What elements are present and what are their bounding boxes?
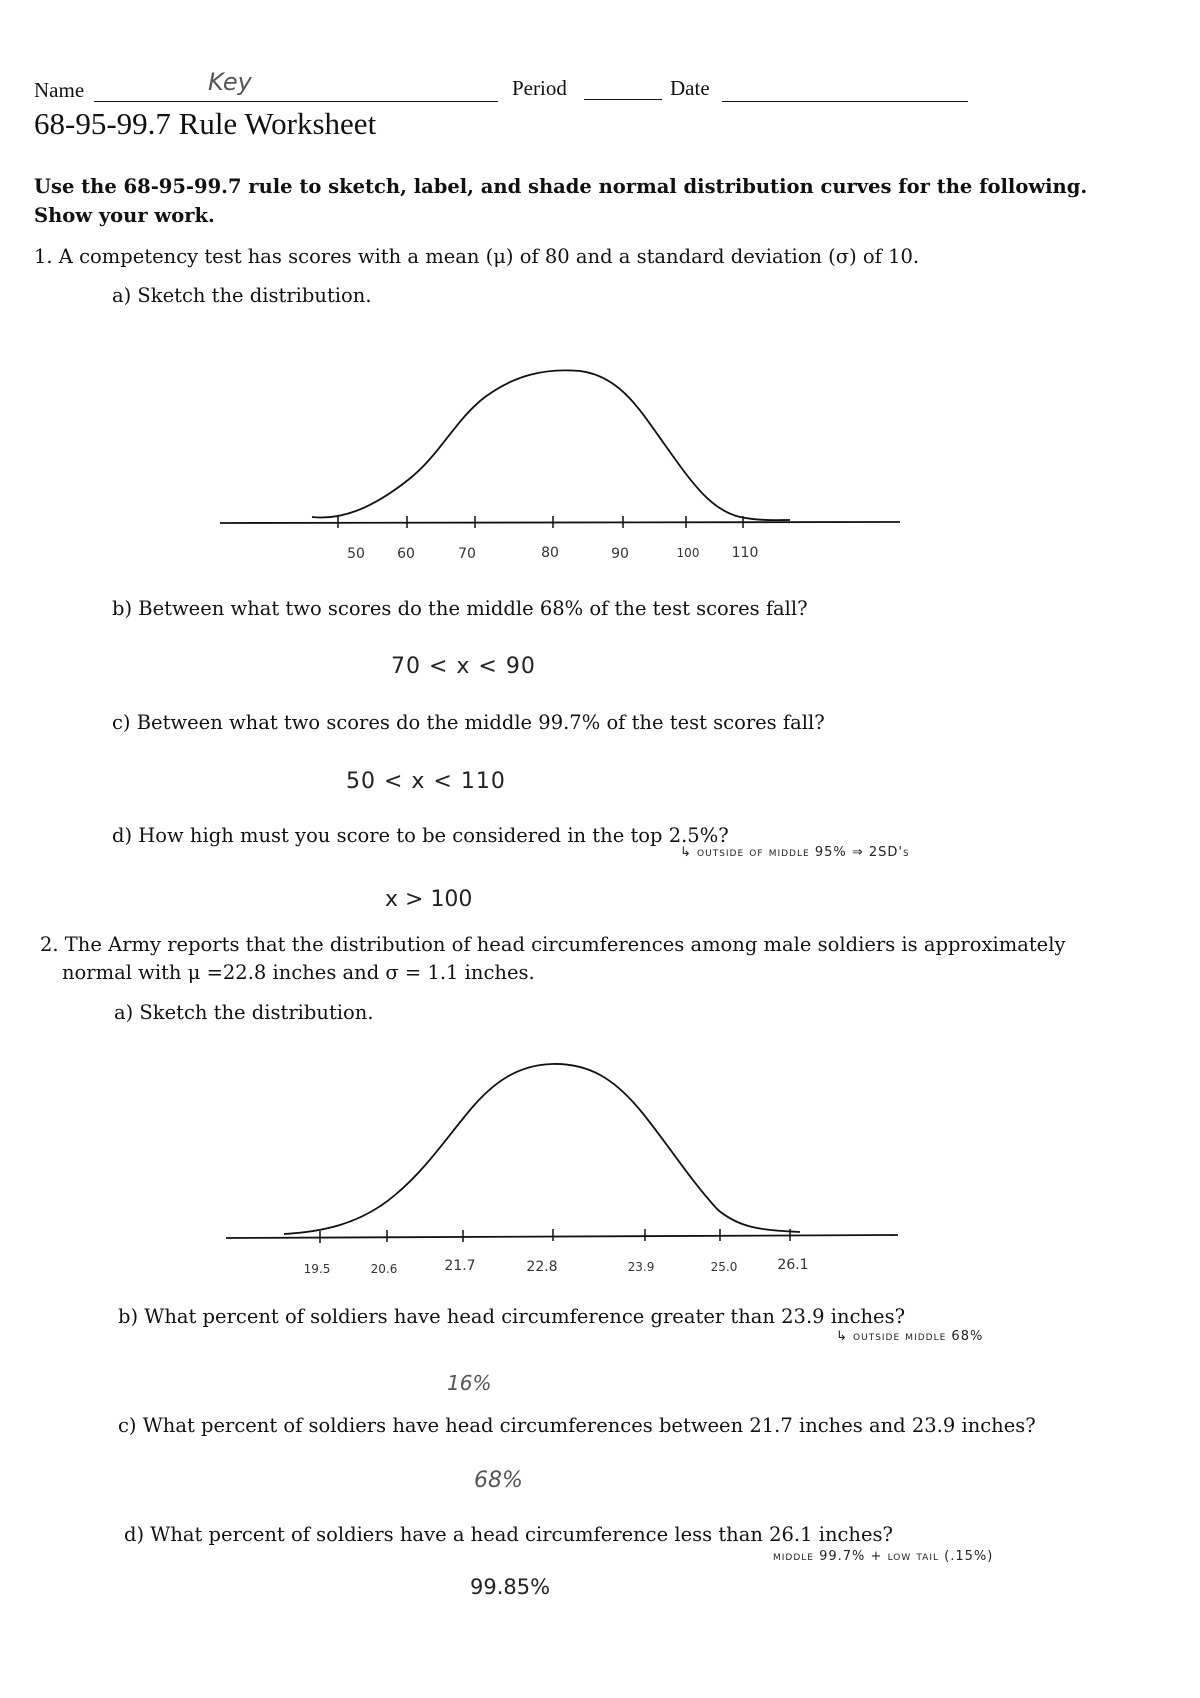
- problem1-prompt: 1. A competency test has scores with a mean (μ) of 80 and a standard deviation (σ) of 10.: [34, 245, 920, 268]
- period-label: Period: [512, 76, 567, 100]
- problem1-axis-label: 100: [676, 546, 700, 560]
- problem2-d-note: middle 99.7% + low tail (.15%): [773, 1549, 994, 1564]
- problem2-c: c) What percent of soldiers have head circumferences between 21.7 inches and 23.9 inches?: [118, 1414, 1036, 1437]
- problem2-axis-label: 23.9: [627, 1260, 655, 1274]
- page-title: 68-95-99.7 Rule Worksheet: [34, 106, 377, 141]
- name-label: Name: [34, 78, 85, 102]
- problem1-axis-label: 60: [397, 546, 415, 562]
- problem2-axis: [226, 1235, 898, 1238]
- problem2-b: b) What percent of soldiers have head circumference greater than 23.9 inches?: [118, 1305, 906, 1328]
- problem1-d: d) How high must you score to be considered in the top 2.5%?: [112, 824, 729, 847]
- problem1-b: b) Between what two scores do the middle 68% of the test scores fall?: [112, 597, 808, 620]
- problem2-axis-label: 25.0: [710, 1260, 738, 1274]
- problem2-b-answer: 16%: [447, 1371, 492, 1395]
- problem2-d-answer: 99.85%: [470, 1575, 551, 1599]
- problem1-axis-label: 110: [731, 545, 759, 561]
- problem1-axis-label: 50: [347, 546, 365, 562]
- problem2-prompt-line2: normal with μ =22.8 inches and σ = 1.1 inches.: [62, 961, 535, 984]
- problem2-axis-label: 22.8: [526, 1259, 558, 1275]
- problem2-curve: [284, 1064, 800, 1234]
- problem2-c-answer: 68%: [474, 1468, 523, 1493]
- problem2-axis-label: 21.7: [444, 1258, 476, 1274]
- date-label: Date: [670, 76, 710, 100]
- problem1-axis-label: 80: [541, 545, 559, 561]
- problem2-prompt-line1: 2. The Army reports that the distribution of head circumferences among male soldiers is approximately: [40, 933, 1066, 956]
- problem1-d-note: ↳ outside of middle 95% ⇒ 2SD's: [680, 845, 910, 860]
- problem2-b-note: ↳ outside middle 68%: [836, 1329, 984, 1344]
- problem2-a: a) Sketch the distribution.: [114, 1001, 374, 1024]
- problem2-d: d) What percent of soldiers have a head circumference less than 26.1 inches?: [124, 1523, 893, 1546]
- problem2-axis-label: 19.5: [303, 1262, 331, 1276]
- problem1-d-answer: x > 100: [385, 887, 473, 912]
- problem1-axis-label: 70: [458, 546, 476, 562]
- instructions: Use the 68-95-99.7 rule to sketch, label, and shade normal distribution curves for the following. Show your work.: [34, 175, 1088, 227]
- problem2-axis-label: 26.1: [777, 1257, 809, 1273]
- problem1-a: a) Sketch the distribution.: [112, 284, 372, 307]
- name-value: Key: [208, 68, 252, 96]
- problem1-b-answer: 70 < x < 90: [391, 654, 536, 679]
- problem1-c-answer: 50 < x < 110: [346, 769, 506, 794]
- problem2-axis-label: 20.6: [370, 1262, 398, 1276]
- problem1-c: c) Between what two scores do the middle 99.7% of the test scores fall?: [112, 711, 825, 734]
- problem1-axis-label: 90: [611, 546, 629, 562]
